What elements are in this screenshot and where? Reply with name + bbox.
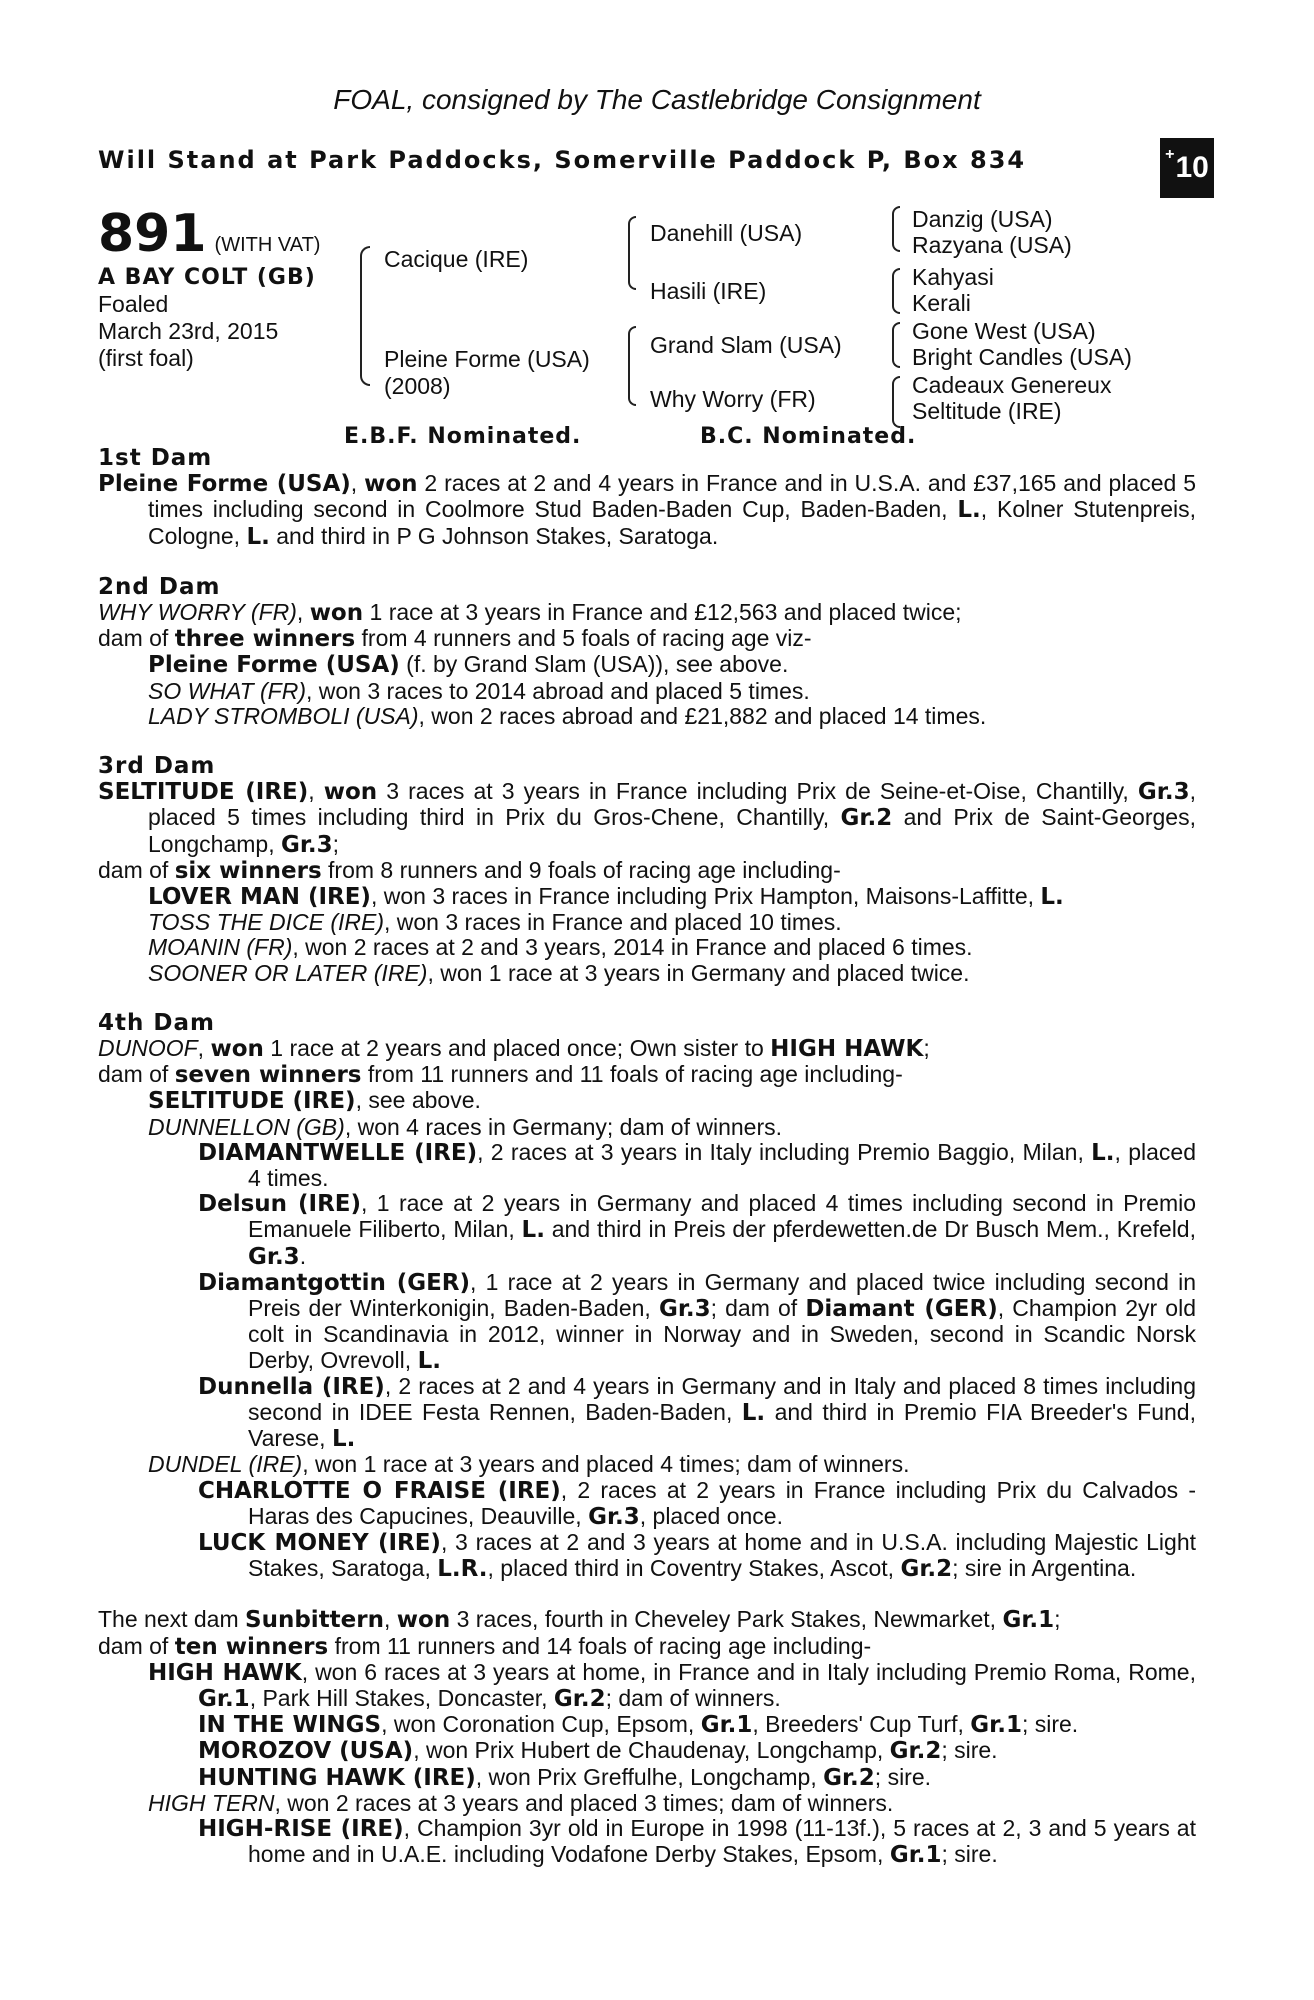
text-run: won (364, 471, 418, 498)
text-run: and third in Preis der pferdewetten.de Dr Busch Mem., Krefeld, (544, 1216, 1196, 1243)
list-item (98, 1452, 1196, 1477)
text-run: dam of (98, 856, 175, 883)
text-run: and third in P G Johnson Stakes, Saratoga. (269, 522, 719, 549)
ped-dds: Cadeaux Genereux (912, 372, 1112, 398)
text-run: , won 3 races in France including Prix Hampton, Maisons-Laffitte, (370, 883, 1041, 910)
text-run: Delsun (IRE) (198, 1191, 362, 1218)
text-run: , won 3 races in France and placed 10 times. (384, 909, 842, 936)
text-run: TOSS THE DICE (IRE) (148, 909, 384, 936)
text-run: , won 1 race at 3 years and placed 4 times; dam of winners. (302, 1451, 910, 1478)
list-item (98, 1738, 1196, 1764)
text-run: . (299, 1242, 307, 1269)
next-dam-text (98, 1607, 1196, 1633)
text-run: ; sire. (1021, 1711, 1079, 1738)
list-item (98, 1478, 1196, 1530)
lot-vat: (WITH VAT) (214, 234, 321, 256)
text-run: Diamant (GER) (805, 1296, 998, 1323)
text-run: Gr.2 (840, 805, 893, 832)
text-run: six winners (174, 857, 322, 884)
text-run: won (396, 1607, 451, 1634)
text-run: WHY WORRY (FR) (98, 599, 297, 626)
text-run: MOANIN (FR) (148, 934, 293, 961)
text-run: dam of (98, 1061, 175, 1088)
text-run: ; dam of winners. (605, 1684, 781, 1711)
text-run: Gr.1 (198, 1685, 250, 1712)
text-run: MOROZOV (USA) (198, 1738, 414, 1765)
text-run: 1 race at 3 years in France and £12,563 and placed twice; (363, 599, 962, 626)
text-run: and Prix de Saint-Georges, Longchamp, (148, 804, 1196, 857)
text-run: dam of (98, 625, 175, 652)
text-run: DUNOOF (98, 1035, 198, 1062)
text-run: from 11 runners and 11 foals of racing age including- (361, 1061, 903, 1088)
text-run: DIAMANTWELLE (IRE) (198, 1139, 478, 1166)
ped-ds: Grand Slam (USA) (650, 332, 842, 358)
text-run: Gr.1 (1002, 1607, 1055, 1634)
second-dam-text: WHY WORRY (FR), won 1 race at 3 years in France and £12,563 and placed twice; (98, 599, 962, 627)
text-run: L. (1040, 884, 1064, 911)
text-run: , Champion 3yr old in Europe in 1998 (11-13f.), 5 races at 2, 3 and 5 years at home and in U.A.E. including Vodafone Derby Stakes, Epsom, (248, 1814, 1196, 1868)
second-dam-heading: 2nd Dam (98, 573, 221, 600)
text-run: Gr.3 (248, 1243, 300, 1270)
text-run: Gr.3 (658, 1296, 711, 1323)
text-run: DUNNELLON (GB) (148, 1113, 345, 1140)
text-run: won (210, 1036, 264, 1063)
ped-dam-year: (2008) (384, 373, 451, 399)
text-run: L. (741, 1399, 766, 1426)
text-run: Gr.2 (553, 1685, 606, 1712)
lot-note: (first foal) (98, 345, 194, 371)
list-item (98, 679, 1196, 704)
text-run: SELTITUDE (IRE) (98, 779, 309, 806)
text-run: DUNDEL (IRE) (148, 1451, 303, 1478)
list-item (98, 704, 1196, 729)
text-run: HIGH HAWK (148, 1659, 302, 1686)
second-dam-section (98, 575, 1196, 729)
text-run: LUCK MONEY (IRE) (198, 1529, 441, 1556)
third-dam-section (98, 754, 1196, 986)
text-run: won (309, 600, 364, 627)
first-dam-heading: 1st Dam (98, 445, 213, 471)
text-run: L. (957, 497, 981, 524)
list-item (98, 1816, 1196, 1868)
bc-nominated: B.C. Nominated. (700, 424, 917, 449)
text-run: , 2 races at 2 years in France including Prix du Calvados - Haras des Capucines, Deauville, (248, 1476, 1196, 1529)
text-run: , see above. (355, 1087, 481, 1114)
second-dam-produce (98, 626, 1196, 652)
text-run: HIGH-RISE (IRE) (198, 1815, 404, 1842)
text-run: ; sire. (941, 1737, 998, 1764)
ped-sire: Cacique (IRE) (384, 246, 529, 272)
foaled-date: March 23rd, 2015 (98, 318, 279, 344)
text-run: , Breeders' Cup Turf, (752, 1711, 971, 1738)
text-run: CHARLOTTE O FRAISE (IRE) (198, 1477, 561, 1504)
brace-sd (892, 268, 900, 314)
text-run: 3 races, fourth in Cheveley Park Stakes, Newmarket, (450, 1606, 1003, 1633)
brace-dam-parents (628, 326, 636, 406)
text-run: (f. by Grand Slam (USA)), see above. (399, 651, 789, 678)
ped-ssd: Razyana (USA) (912, 232, 1072, 258)
text-run: HUNTING HAWK (IRE) (198, 1764, 476, 1791)
list-item (98, 1791, 1196, 1816)
text-run: SELTITUDE (IRE) (148, 1088, 356, 1115)
text-run: ; sire in Argentina. (952, 1555, 1137, 1582)
text-run: HIGH HAWK (770, 1036, 924, 1063)
text-run: , won 2 races at 2 and 3 years, 2014 in France and placed 6 times. (292, 934, 973, 961)
foaled-label: Foaled (98, 291, 169, 317)
text-run: L. (521, 1217, 545, 1244)
ped-sdd: Kerali (912, 290, 971, 316)
list-item (98, 1660, 1196, 1712)
text-run: 1 race at 2 years and placed once; Own sister to (263, 1035, 771, 1062)
ped-dsd: Bright Candles (USA) (912, 344, 1132, 370)
text-run: Gr.3 (280, 831, 333, 858)
text-run: , placed once. (639, 1502, 783, 1529)
first-dam-text: Pleine Forme (USA), won 2 races at 2 and 4 years in France and in U.S.A. and £37,165 and placed 5 times including second in Coolmore Stud Baden-Baden Cup, Baden-Baden, L., Kolner Stutenpreis, Cologne, L. and third in P G Johnson Stakes, Saratoga. (98, 470, 1196, 550)
stand-location: Will Stand at Park Paddocks, Somerville Paddock P, Box 834 (98, 146, 1027, 174)
list-item (98, 1140, 1196, 1191)
list-item (98, 1270, 1196, 1374)
ped-dss: Gone West (USA) (912, 318, 1096, 344)
lot-title: A BAY COLT (GB) (98, 265, 316, 290)
text-run: Gr.2 (900, 1556, 953, 1583)
lot-number: 891 (98, 204, 207, 264)
next-dam-section (98, 1607, 1196, 1868)
text-run: ; (923, 1035, 930, 1062)
ped-sds: Kahyasi (912, 264, 994, 290)
fourth-dam-heading: 4th Dam (98, 1009, 215, 1036)
text-run: Pleine Forme (USA) (148, 652, 400, 679)
text-run: L.R. (437, 1556, 488, 1583)
text-run: Gr.2 (823, 1764, 875, 1791)
list-item (98, 1765, 1196, 1791)
first-dam-section (98, 446, 1196, 550)
text-run: , placed third in Coventry Stakes, Ascot, (487, 1555, 901, 1582)
list-item (98, 1115, 1196, 1140)
text-run: , Kolner Stutenpreis, Cologne, (148, 496, 1196, 549)
text-run: Gr.1 (970, 1712, 1022, 1739)
third-dam-produce (98, 858, 1196, 884)
text-run: L. (1091, 1139, 1115, 1166)
list-item (98, 961, 1196, 986)
text-run: Gr.3 (588, 1503, 640, 1530)
text-run: , 1 race at 2 years in Germany and placed twice including second in Preis der Winterkonigin, Baden-Baden, (248, 1268, 1196, 1322)
text-run: Gr.3 (1137, 779, 1190, 806)
text-run: , won 2 races at 3 years and placed 3 times; dam of winners. (274, 1789, 894, 1816)
fourth-dam-text: DUNOOF, won 1 race at 2 years and placed once; Own sister to HIGH HAWK; (98, 1035, 930, 1063)
text-run: three winners (174, 626, 356, 653)
ped-sss: Danzig (USA) (912, 206, 1053, 232)
text-run: Dunnella (IRE) (198, 1373, 385, 1400)
list-item (98, 1712, 1196, 1738)
text-run: LOVER MAN (IRE) (148, 884, 371, 911)
text-run: HIGH TERN (148, 1789, 275, 1816)
text-run: L. (417, 1347, 441, 1374)
text-run: , 3 races at 2 and 3 years at home and in U.S.A. including Majestic Light Stakes, Saratoga, (248, 1528, 1196, 1582)
text-run: L. (331, 1426, 356, 1453)
text-run: , won 3 races to 2014 abroad and placed 5 times. (306, 677, 810, 704)
ebf-nominated: E.B.F. Nominated. (344, 424, 582, 449)
brace-sire-parents (628, 216, 636, 290)
text-run: Gr.2 (889, 1738, 942, 1765)
text-run: , won 1 race at 3 years in Germany and placed twice. (427, 959, 970, 986)
text-run: , Park Hill Stakes, Doncaster, (249, 1684, 554, 1711)
text-run: , Champion 2yr old colt in Scandinavia in 2012, winner in Norway and in Sweden, second in Scandic Norsk Derby, Ovrevoll, (248, 1295, 1196, 1373)
list-item (98, 1191, 1196, 1270)
text-run: , 1 race at 2 years in Germany and placed 4 times including second in Premio Emanuele Filiberto, Milan, (248, 1190, 1197, 1243)
ped-dam: Pleine Forme (USA) (384, 346, 590, 372)
list-item (98, 1088, 1196, 1114)
badge-mark: + (1165, 146, 1175, 163)
text-run: , won 4 races in Germany; dam of winners. (344, 1113, 782, 1140)
text-run: LADY STROMBOLI (USA) (148, 702, 419, 729)
ped-dd: Why Worry (FR) (650, 386, 816, 412)
fourth-dam-produce (98, 1062, 1196, 1088)
text-run: SO WHAT (FR) (148, 677, 306, 704)
page-badge (1160, 138, 1214, 198)
text-run: ; (1054, 1606, 1061, 1633)
text-run: ; (332, 830, 340, 857)
third-dam-text: SELTITUDE (IRE), won 3 races at 3 years in France including Prix de Seine-et-Oise, Chantilly, Gr.3, placed 5 times including third in Prix du Gros-Chene, Chantilly, Gr.2 and Prix de Saint-Georges, Longchamp, Gr.3; (98, 778, 1196, 858)
text-run: , (384, 1606, 397, 1633)
text-run: from 4 runners and 5 foals of racing age viz- (355, 625, 812, 652)
text-run: , placed 4 times. (248, 1138, 1196, 1192)
list-item (98, 935, 1196, 960)
list-item (98, 884, 1196, 910)
dam-line (98, 446, 1196, 1893)
text-run: ; sire. (941, 1841, 998, 1868)
text-run: Gr.1 (700, 1712, 753, 1739)
lot-info (98, 204, 320, 372)
list-item (98, 1530, 1196, 1582)
text-run: ; sire. (874, 1763, 932, 1790)
ped-sd: Hasili (IRE) (650, 278, 767, 304)
text-run: Diamantgottin (GER) (198, 1269, 471, 1296)
text-run: won (323, 779, 378, 806)
list-item (98, 910, 1196, 935)
text-run: 2 races at 2 and 4 years in France and in U.S.A. and £37,165 and placed 5 times including second in Coolmore Stud Baden-Baden Cup, Baden-Baden, (148, 470, 1196, 523)
text-run: L. (246, 523, 270, 550)
text-run: , 2 races at 3 years in Italy including Premio Baggio, Milan, (477, 1138, 1092, 1165)
text-run: dam of (98, 1632, 175, 1659)
text-run: , won 2 races abroad and £21,882 and placed 14 times. (418, 702, 987, 729)
text-run: from 11 runners and 14 foals of racing age including- (328, 1632, 872, 1659)
text-run: IN THE WINGS (198, 1712, 382, 1739)
text-run: Gr.1 (889, 1842, 942, 1869)
ped-ddd: Seltitude (IRE) (912, 398, 1062, 424)
brace-sire-dam (360, 246, 370, 386)
text-run: seven winners (174, 1062, 362, 1089)
text-run: , won 6 races at 3 years at home, in France and in Italy including Premio Roma, Rome, (301, 1658, 1196, 1685)
text-run: The next dam (98, 1606, 246, 1633)
text-run: 3 races at 3 years in France including Prix de Seine-et-Oise, Chantilly, (377, 778, 1138, 805)
list-item (98, 652, 1196, 678)
text-run: and third in Premio FIA Breeder's Fund, Varese, (248, 1398, 1196, 1452)
consignment-line: FOAL, consigned by The Castlebridge Consignment (333, 84, 981, 115)
fourth-dam-section (98, 1011, 1196, 1582)
third-dam-heading: 3rd Dam (98, 753, 216, 780)
text-run: , placed 5 times including third in Prix du Gros-Chene, Chantilly, (148, 778, 1196, 831)
text-run: , won Coronation Cup, Epsom, (381, 1711, 701, 1738)
brace-ss (892, 206, 900, 252)
text-run: , won Prix Greffulhe, Longchamp, (475, 1763, 824, 1790)
ped-ss: Danehill (USA) (650, 220, 803, 246)
text-run: SOONER OR LATER (IRE) (148, 959, 428, 986)
brace-dd (892, 376, 900, 428)
text-run: Sunbittern (245, 1607, 384, 1634)
brace-ds (892, 322, 900, 368)
text-run: ; dam of (710, 1295, 806, 1322)
list-item (98, 1374, 1196, 1453)
text-run: from 8 runners and 9 foals of racing age including- (321, 856, 841, 883)
next-dam-produce (98, 1634, 1196, 1660)
text-run: , won Prix Hubert de Chaudenay, Longchamp, (413, 1737, 890, 1764)
text-run: Pleine Forme (USA) (98, 471, 351, 498)
text-run: , 2 races at 2 and 4 years in Germany and in Italy and placed 8 times including second in IDEE Festa Rennen, Baden-Baden, (248, 1372, 1196, 1425)
badge-number: 10 (1175, 151, 1209, 184)
text-run: ten winners (174, 1633, 329, 1660)
